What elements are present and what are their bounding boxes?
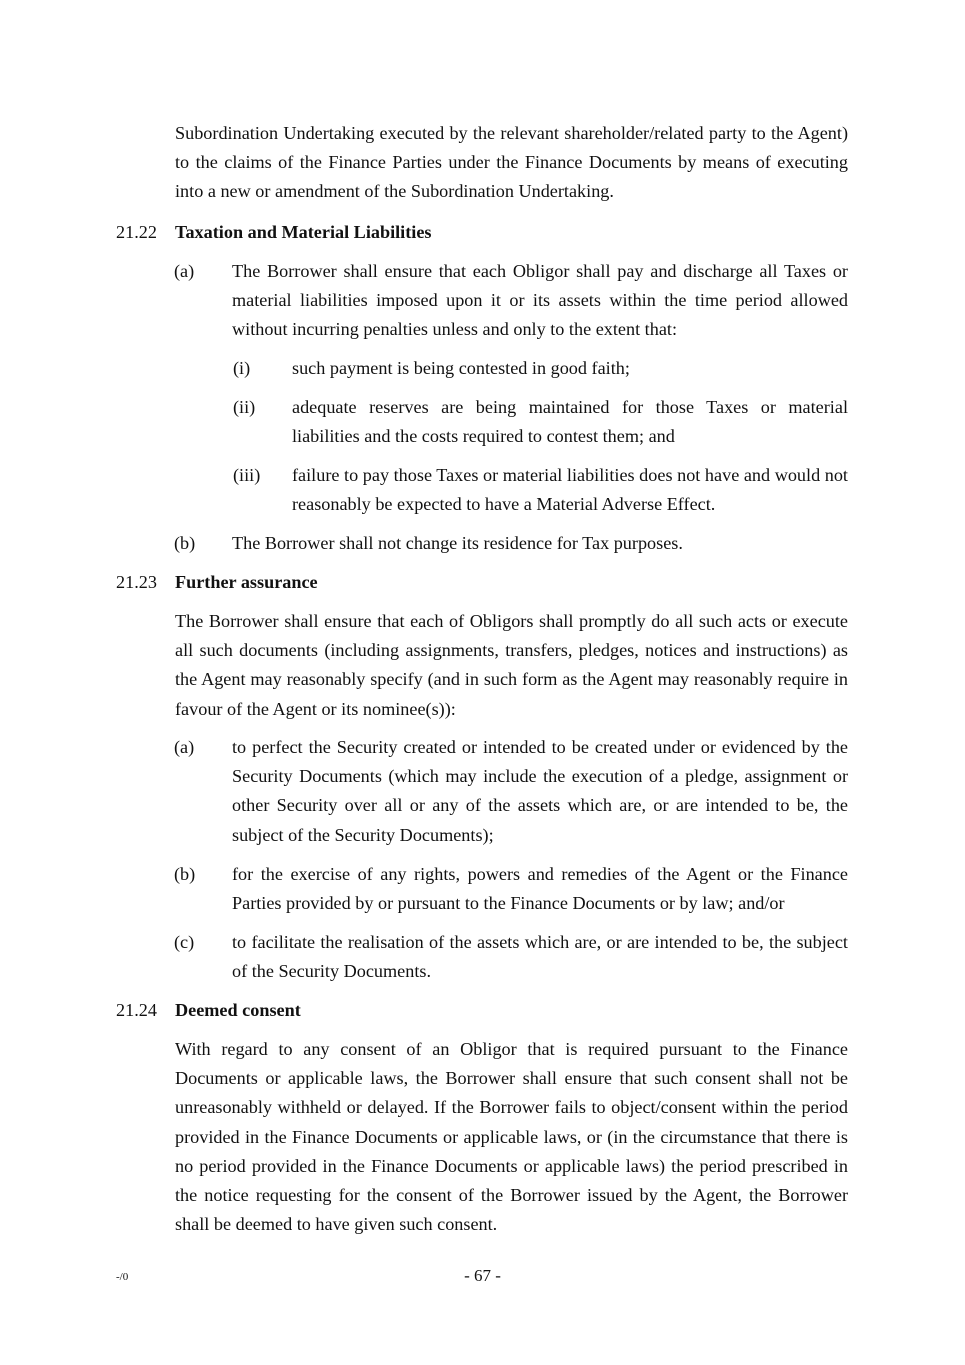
clause-text: The Borrower shall ensure that each Obligor shall pay and discharge all Taxes or material liabilities imposed upon it or its assets within the time period allowed without incurring penalties unless and only to the extent that: <box>232 261 848 340</box>
subclause-label: (i) <box>233 358 251 378</box>
subclause-text: adequate reserves are being maintained for those Taxes or material liabilities and the costs required to contest them; and <box>292 397 848 447</box>
section-title: Taxation and Material Liabilities <box>175 222 432 242</box>
clause-text: to perfect the Security created or intended to be created under or evidenced by the Security Documents (which may include the execution of a pledge, assignment or other Security over all or any of the assets which are, or are intended to be, the subject of the Security Documents); <box>232 737 848 845</box>
section-heading-21-24 <box>116 996 301 1025</box>
section-body-21-23: The Borrower shall ensure that each of Obligors shall promptly do all such acts or execute all such documents (including assignments, transfers, pledges, notices and instructions) as the Agent may reasonably specify (and in such form as the Agent may reasonably require in favour of the Agent or its nominee(s)): <box>175 611 848 719</box>
clause-text: for the exercise of any rights, powers and remedies of the Agent or the Finance Parties provided by or pursuant to the Finance Documents or by law; and/or <box>232 864 848 914</box>
clause-label: (a) <box>174 737 195 757</box>
clause-label: (b) <box>174 864 196 884</box>
section-heading-21-22 <box>116 218 432 247</box>
section-title: Further assurance <box>175 572 318 592</box>
clause-label: (b) <box>174 533 196 553</box>
subclause-text: failure to pay those Taxes or material liabilities does not have and would not reasonably be expected to have a Material Adverse Effect. <box>292 465 848 515</box>
clause-text: to facilitate the realisation of the assets which are, or are intended to be, the subject of the Security Documents. <box>232 932 848 982</box>
clause-label: (c) <box>174 932 195 952</box>
section-body-21-24: With regard to any consent of an Obligor that is required pursuant to the Finance Documents or applicable laws, the Borrower shall ensure that such consent shall not be unreasonably withheld or delayed. If the Borrower fails to object/consent within the period provided in the Finance Documents or applicable laws, or (in the circumstance that there is no period provided in the Finance Documents or applicable laws) the period prescribed in the notice requesting for the consent of the Borrower issued by the Agent, the Borrower shall be deemed to have given such consent. <box>175 1039 848 1235</box>
subclause-label: (iii) <box>233 465 261 485</box>
footer-document-code: -/0 <box>116 1271 129 1283</box>
section-number: 21.22 <box>116 222 157 242</box>
page-number: - 67 - <box>464 1266 501 1285</box>
subclause-label: (ii) <box>233 397 256 417</box>
section-number: 21.23 <box>116 572 157 592</box>
clause-text: The Borrower shall not change its residence for Tax purposes. <box>232 533 683 553</box>
clause-label: (a) <box>174 261 195 281</box>
intro-paragraph: Subordination Undertaking executed by the relevant shareholder/related party to the Agent) to the claims of the Finance Parties under the Finance Documents by means of executing into a new or amendment of the Subordination Undertaking. <box>175 123 848 202</box>
section-number: 21.24 <box>116 1000 157 1020</box>
section-heading-21-23 <box>116 568 318 597</box>
subclause-text: such payment is being contested in good faith; <box>292 358 630 378</box>
section-title: Deemed consent <box>175 1000 301 1020</box>
